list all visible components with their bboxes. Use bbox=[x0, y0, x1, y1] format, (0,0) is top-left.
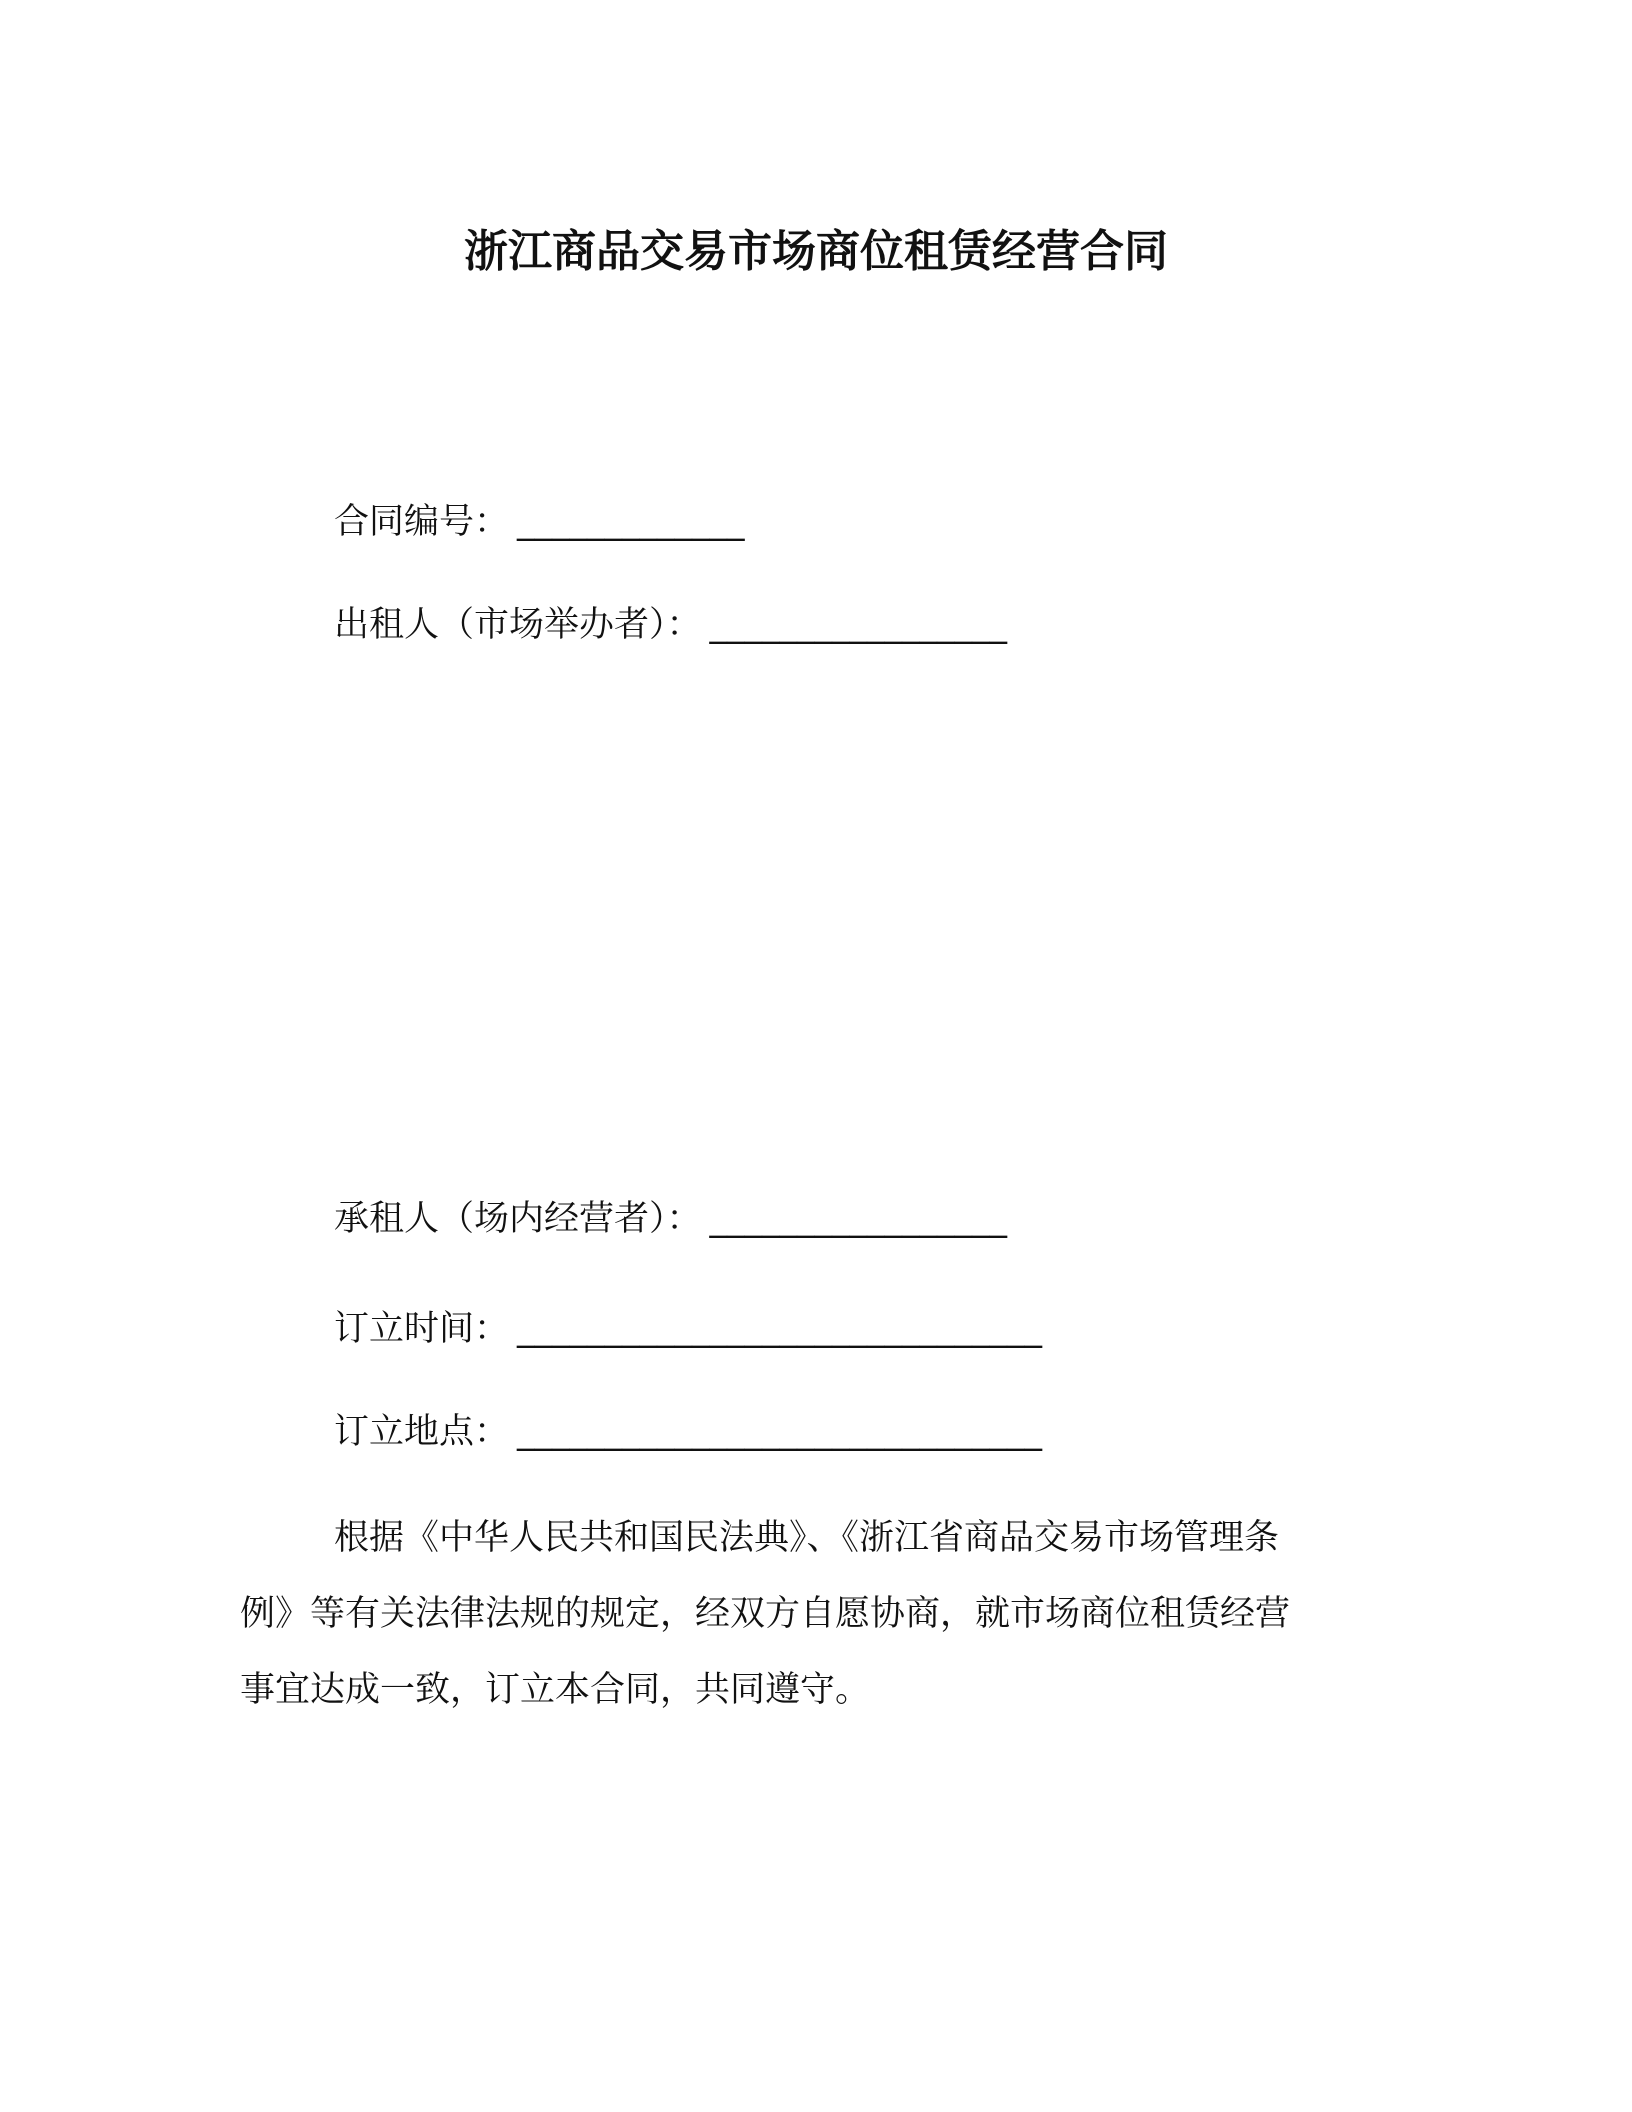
contract-number-blank: _____________ bbox=[517, 502, 745, 542]
sign-time-field bbox=[334, 1305, 1042, 1353]
lessee-field bbox=[334, 1195, 1007, 1243]
sign-place-blank: ______________________________ bbox=[517, 1412, 1043, 1452]
lessor-label: 出租人（市场举办者）： bbox=[334, 605, 702, 645]
lessee-label: 承租人（场内经营者）： bbox=[334, 1199, 702, 1239]
document-title: 浙江商品交易市场商位租赁经营合同 bbox=[464, 226, 1168, 277]
sign-time-label: 订立时间： bbox=[334, 1309, 510, 1349]
contract-number-label: 合同编号： bbox=[334, 502, 510, 542]
preamble-line-2: 例》等有关法律法规的规定，经双方自愿协商，就市场商位租赁经营 bbox=[240, 1594, 1291, 1634]
preamble-line-1: 根据《中华人民共和国民法典》、《浙江省商品交易市场管理条 bbox=[334, 1518, 1280, 1558]
sign-place-label: 订立地点： bbox=[334, 1412, 510, 1452]
preamble-line-3: 事宜达成一致，订立本合同，共同遵守。 bbox=[240, 1670, 871, 1710]
lessee-blank: _________________ bbox=[709, 1199, 1008, 1239]
lessor-blank: _________________ bbox=[709, 605, 1008, 645]
preamble-paragraph bbox=[240, 1500, 1390, 1728]
sign-time-blank: ______________________________ bbox=[517, 1309, 1043, 1349]
contract-number-field bbox=[334, 498, 745, 546]
lessor-field bbox=[334, 601, 1007, 649]
sign-place-field bbox=[334, 1408, 1042, 1456]
